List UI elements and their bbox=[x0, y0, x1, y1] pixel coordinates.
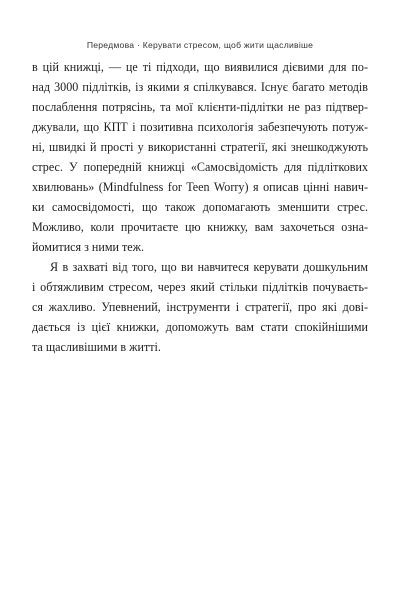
text-line: і обтяжливим стресом, через який стільки підлітків почуваєть- bbox=[32, 280, 368, 294]
text-line: йомитися з ними теж. bbox=[32, 240, 145, 254]
text-line: над 3000 підлітків, із якими я спілкувався. Існує багато методів bbox=[32, 80, 368, 94]
text-line: ні, швидкі й прості у використанні стратегії, які знешкоджують bbox=[32, 140, 368, 154]
text-line: дається із цієї книжки, допоможуть вам стати спокійнішими bbox=[32, 320, 368, 334]
running-header: Передмова · Керувати стресом, щоб жити щасливіше bbox=[86, 40, 314, 50]
text-line: джували, що КПТ і позитивна психологія забезпечують потуж- bbox=[32, 120, 368, 134]
body-text bbox=[32, 57, 368, 357]
paragraph bbox=[32, 57, 368, 257]
text-line: та щасливішими в житті. bbox=[32, 340, 161, 354]
text-line: послаблення потрясінь, та мої клієнти-підлітки не раз підтвер- bbox=[32, 100, 368, 114]
paragraph bbox=[32, 257, 368, 357]
text-line: хвилювань» (Mindfulness for Teen Worry) я описав цінні навич- bbox=[32, 180, 368, 194]
text-line: ки самосвідомості, що також допомагають зменшити стрес. bbox=[32, 200, 368, 214]
text-line: ся жахливо. Упевнений, інструменти і стратегії, про які дові- bbox=[32, 300, 368, 314]
text-line: стрес. У попередній книжці «Самосвідомість для підліткових bbox=[32, 160, 368, 174]
text-line: Я в захваті від того, що ви навчитеся керувати дошкульним bbox=[50, 260, 368, 274]
text-line: Можливо, коли прочитаєте цю книжку, вам захочеться озна- bbox=[32, 220, 368, 234]
text-line: в цій книжці, — це ті підходи, що виявилися дієвими для по- bbox=[32, 60, 368, 74]
